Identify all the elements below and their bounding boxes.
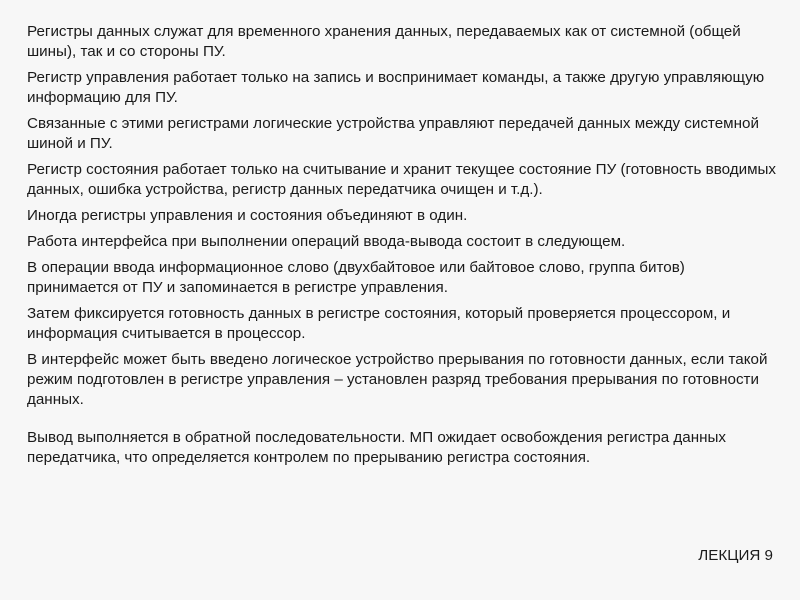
slide-body — [27, 22, 777, 474]
paragraph-interface-operation: Работа интерфейса при выполнении операций ввода-вывода состоит в следующем. — [27, 233, 626, 250]
paragraph-status-register: Регистр состояния работает только на считывание и хранит текущее состояние ПУ (готовность вводимых данных, ошибка устройства, регистр данных передатчика очищен и т.д.). — [27, 161, 777, 198]
paragraph-data-registers: Регистры данных служат для временного хранения данных, передаваемых как от системной (общей шины), так и со стороны ПУ. — [27, 23, 741, 60]
paragraph-input-operation: В операции ввода информационное слово (двухбайтовое или байтовое слово, группа битов) принимается от ПУ и запоминается в регистре управления. — [27, 259, 685, 296]
paragraph-interrupt-device: В интерфейс может быть введено логическое устройство прерывания по готовности данных, если такой режим подготовлен в регистре управления – установлен разряд требования прерывания по готовности данных. — [27, 351, 768, 408]
paragraph-output-operation: Вывод выполняется в обратной последовательности. МП ожидает освобождения регистра данных передатчика, что определяется контролем по прерыванию регистра состояния. — [27, 429, 726, 466]
paragraph-combined-registers: Иногда регистры управления и состояния объединяют в один. — [27, 207, 468, 224]
lecture-label: ЛЕКЦИЯ 9 — [698, 547, 773, 564]
paragraph-ready-status: Затем фиксируется готовность данных в регистре состояния, который проверяется процессором, и информация считывается в процессор. — [27, 305, 731, 342]
paragraph-control-register: Регистр управления работает только на запись и воспринимает команды, а также другую управляющую информацию для ПУ. — [27, 69, 765, 106]
paragraph-logic-devices: Связанные с этими регистрами логические устройства управляют передачей данных между системной шиной и ПУ. — [27, 115, 759, 152]
